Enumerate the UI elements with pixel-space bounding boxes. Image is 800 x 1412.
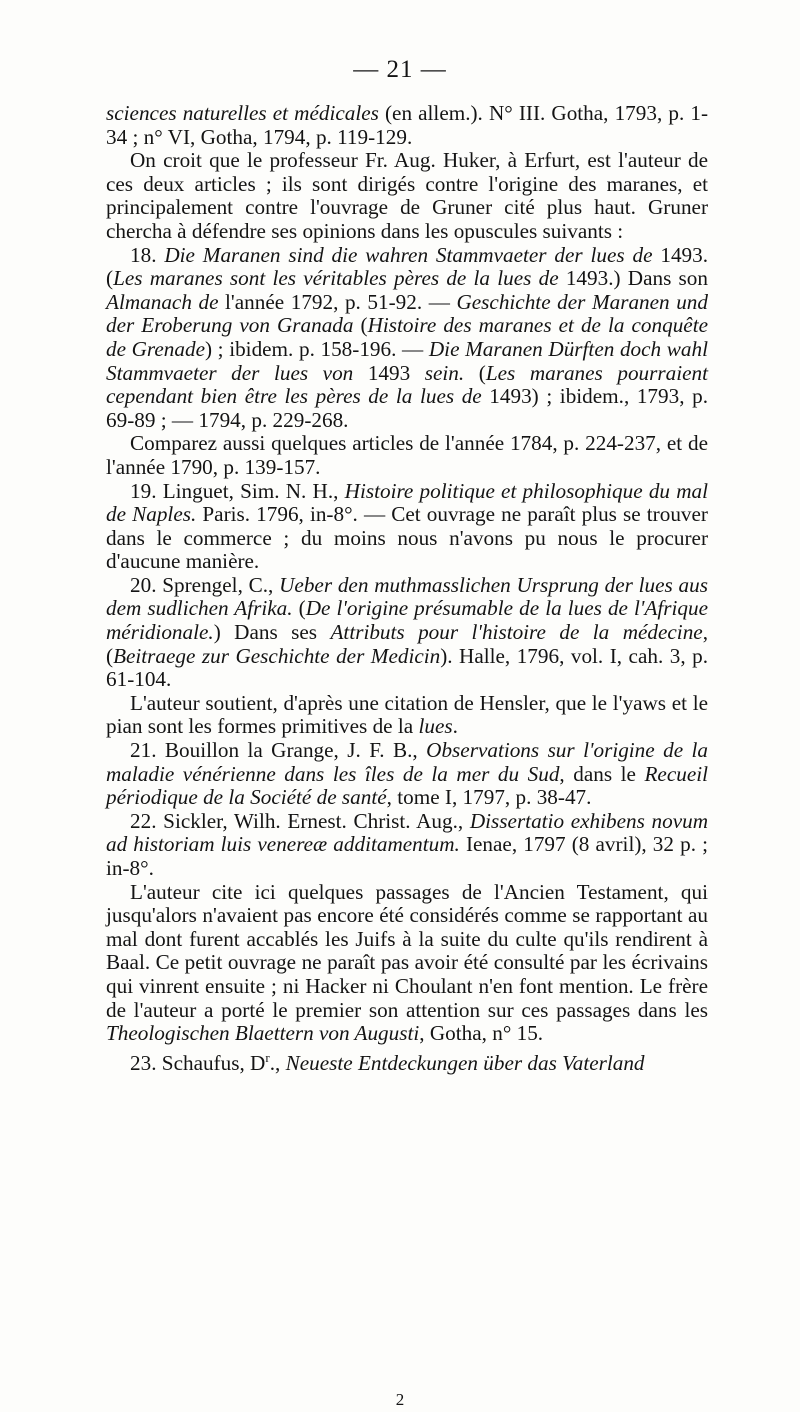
title-italic: sciences naturelles et médicales [106, 101, 379, 125]
entry-22: 22. Sickler, Wilh. Ernest. Christ. Aug., Dissertatio exhibens novum ad historiam luis venereæ additamentum. Ienae, 1797 (8 avril), 32 p. ; in-8°. [106, 808, 709, 880]
paragraph-author-cites: L'auteur cite ici quelques passages de l'Ancien Testament, qui jusqu'alors n'avaient pas encore été considérés comme se rapportant au mal dont furent accablés les Juifs à la suite du culte qu'ils rendirent à Baal. Ce petit ouvrage ne paraît pas avoir été consulté par les écrivains qui vinrent ensuite ; ni Hacker ni Choulant n'en font mention. Le frère de l'auteur a porté le premier son attention sur ces passages dans les Theologischen Blaettern von Augusti, Gotha, n° 15. [106, 879, 708, 1046]
entry-23: 23. Schaufus, $D^r$., Neueste Entdeckungen über das Vaterland [130, 1049, 645, 1075]
signature-mark: 2 [395, 1390, 405, 1409]
page-number: — 21 — [353, 56, 447, 83]
paragraph-commentary: On croit que le professeur Fr. Aug. Huker, à Erfurt, est l'auteur de ces deux articles ; ils sont dirigés contre l'origine des maranes, et principalement contre l'ouvrage de Gruner cité plus haut. Gruner chercha à défendre ses opinions dans les opuscules suivants : [106, 148, 708, 243]
paragraph-author-note: L'auteur soutient, d'après une citation de Hensler, que le l'yaws et le pian sont les formes primitives de la lues. [106, 690, 708, 739]
entry-21: 21. Bouillon la Grange, J. F. B., Observations sur l'origine de la maladie vénérienne dans les îles de la mer du Sud, dans le Recueil périodique de la Société de santé, tome I, 1797, p. 38-47. [106, 738, 708, 810]
paragraph-continuation: sciences naturelles et médicales (en allem.). N° III. Gotha, 1793, p. 1-34 ; n° VI, Gotha, 1794, p. 119-129. [106, 101, 708, 149]
entry-18: 18. Die Maranen sind die wahren Stammvaeter der lues de 1493. (Les maranes sont les véritables pères de la lues de 1493.) Dans son Almanach de l'année 1792, p. 51-92. — Geschichte der Maranen und der Eroberung von Granada (Histoire des maranes et de la conquête de Grenade) ; ibidem. p. 158-196. — Die Maranen Dürften doch wahl Stammvaeter der lues von 1493 sein. (Les maranes pourraient cependant bien être les pères de la lues de 1493) ; ibidem., 1793, p. 69-89 ; — 1794, p. 229-268. [106, 242, 709, 432]
entry-19: 19. Linguet, Sim. N. H., Histoire politique et philosophique du mal de Naples. Paris. 1796, in-8°. — Cet ouvrage ne paraît plus se trouver dans le commerce ; du moins nous n'avons pu nous le procurer d'aucune manière. [106, 478, 708, 574]
page-body [106, 102, 708, 1075]
paragraph-compare: Comparez aussi quelques articles de l'année 1784, p. 224-237, et de l'année 1790, p. 139-157. [106, 431, 708, 479]
entry-20: 20. Sprengel, C., Ueber den muthmasslichen Ursprung der lues aus dem sudlichen Afrika. (De l'origine présumable de la lues de l'Afrique méridionale.) Dans ses Attributs pour l'histoire de la médecine, (Beitraege zur Geschichte der Medicin). Halle, 1796, vol. I, cah. 3, p. 61-104. [106, 572, 709, 692]
